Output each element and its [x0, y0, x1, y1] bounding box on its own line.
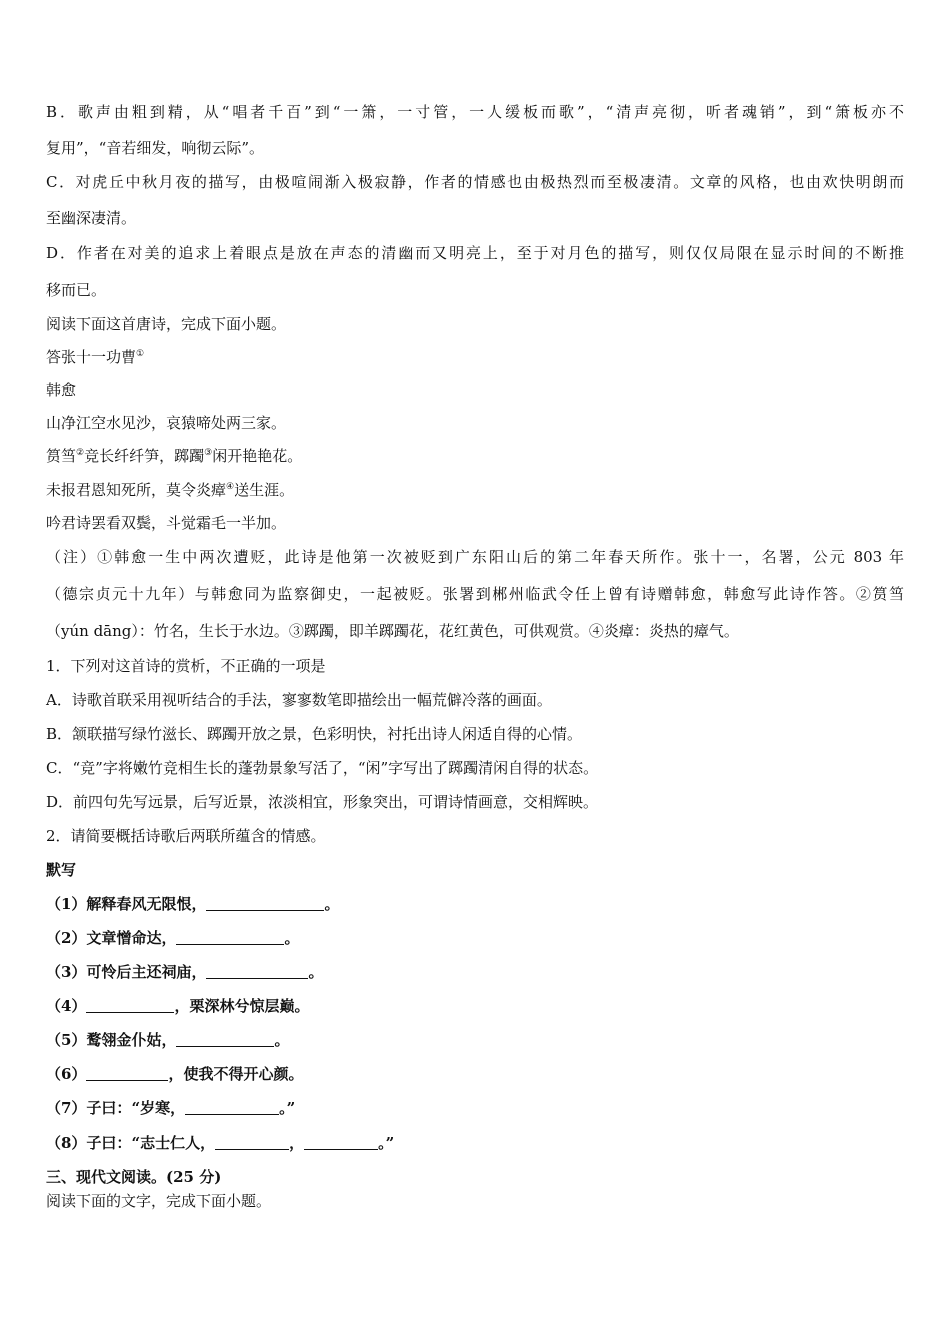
- answer-blank[interactable]: [304, 1135, 378, 1150]
- option-d-line-2: 移而已。: [46, 281, 107, 299]
- question-1-option-d: D．前四句先写远景，后写近景，浓淡相宜，形象突出，可谓诗情画意，交相辉映。: [46, 793, 599, 811]
- answer-blank[interactable]: [176, 1032, 274, 1047]
- answer-blank[interactable]: [185, 1100, 279, 1115]
- dictation-item-1: （1）解释春风无限恨， 。: [46, 895, 340, 913]
- dictation-item-4: （4） ，栗深林兮惊层巅。: [46, 997, 310, 1015]
- poem-intro: 阅读下面这首唐诗，完成下面小题。: [46, 315, 287, 333]
- option-c-line-2: 至幽深凄清。: [46, 209, 137, 227]
- dictation-item-2: （2）文章憎命达， 。: [46, 929, 300, 947]
- answer-blank[interactable]: [176, 930, 284, 945]
- answer-blank[interactable]: [215, 1135, 289, 1150]
- poem-line-2: 筼筜②竞长纤纤笋，踯躅③闲开艳艳花。: [46, 447, 303, 465]
- dictation-item-5: （5）鹜翎金仆姑， 。: [46, 1031, 290, 1049]
- question-1-option-c: C．“竞”字将嫩竹竞相生长的蓬勃景象写活了，“闲”字写出了踯躅清闲自得的状态。: [46, 759, 599, 777]
- question-2-stem: 2．请简要概括诗歌后两联所蕴含的情感。: [46, 827, 326, 845]
- section-3-intro: 阅读下面的文字，完成下面小题。: [46, 1192, 272, 1210]
- option-c-line-1: C．对虎丘中秋月夜的描写，由极喧闹渐入极寂静，作者的情感也由极热烈而至极凄清。文章的风格，也由欢快明朗而: [46, 173, 904, 191]
- poem-note-line-2: （德宗贞元十九年）与韩愈同为监察御史，一起被贬。张署到郴州临武令任上曾有诗赠韩愈，韩愈写此诗作答。②筼筜: [46, 585, 904, 603]
- question-1-stem: 1．下列对这首诗的赏析，不正确的一项是: [46, 657, 326, 675]
- dictation-item-6: （6） ，使我不得开心颜。: [46, 1065, 304, 1083]
- answer-blank[interactable]: [86, 1066, 168, 1081]
- dictation-heading: 默写: [46, 861, 77, 879]
- answer-blank[interactable]: [206, 964, 308, 979]
- poem-note-line-3: （yún dāng）：竹名，生长于水边。③踯躅，即羊踯躅花，花红黄色，可供观赏。④炎瘴：炎热的瘴气。: [46, 622, 739, 640]
- poem-note-line-1: （注）①韩愈一生中两次遭贬，此诗是他第一次被贬到广东阳山后的第二年春天所作。张十一，名署，公元 803 年: [46, 548, 904, 566]
- dictation-item-7: （7）子曰：“岁寒， 。”: [46, 1099, 296, 1117]
- poem-line-1: 山净江空水见沙，哀猿啼处两三家。: [46, 414, 287, 432]
- option-b-line-1: B．歌声由粗到精，从“唱者千百”到“一箫，一寸管，一人缓板而歌”，“清声亮彻，听者魂销”，到“箫板亦不: [46, 103, 904, 121]
- question-1-option-b: B．颔联描写绿竹滋长、踯躅开放之景，色彩明快，衬托出诗人闲适自得的心情。: [46, 725, 583, 743]
- poem-author: 韩愈: [46, 381, 77, 399]
- answer-blank[interactable]: [86, 998, 174, 1013]
- poem-line-4: 吟君诗罢看双鬓，斗觉霜毛一半加。: [46, 514, 287, 532]
- answer-blank[interactable]: [206, 896, 324, 911]
- poem-line-3: 未报君恩知死所，莫令炎瘴④送生涯。: [46, 481, 295, 499]
- dictation-item-8: （8）子曰：“志士仁人， ， 。”: [46, 1134, 395, 1152]
- poem-title: 答张十一功曹①: [46, 348, 145, 366]
- section-3-heading: 三、现代文阅读。(25 分): [46, 1168, 222, 1186]
- question-1-option-a: A．诗歌首联采用视听结合的手法，寥寥数笔即描绘出一幅荒僻冷落的画面。: [46, 691, 552, 709]
- option-b-line-2: 复用”，“音若细发，响彻云际”。: [46, 139, 265, 157]
- option-d-line-1: D．作者在对美的追求上着眼点是放在声态的清幽而又明亮上，至于对月色的描写，则仅仅局限在显示时间的不断推: [46, 244, 904, 262]
- dictation-item-3: （3）可怜后主还祠庙， 。: [46, 963, 324, 981]
